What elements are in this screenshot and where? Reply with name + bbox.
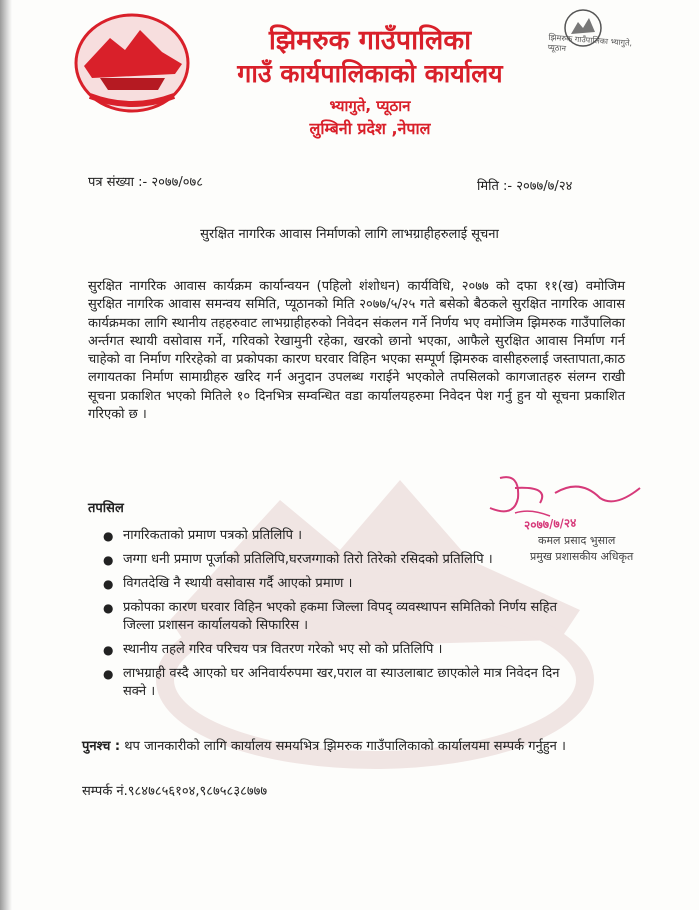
punascha-note [82, 738, 622, 756]
signatory-name: कमल प्रसाद भुसाल [538, 534, 616, 547]
list-item: ● नागरिकताको प्रमाण पत्रको प्रतिलिपि । [103, 527, 573, 545]
tapsil-heading: तपसिल [88, 501, 124, 516]
scan-edge [0, 0, 12, 910]
nepal-emblem-icon [70, 8, 195, 118]
punascha-text: थप जानकारीको लागि कार्यालय समयभित्र झिमरुक गाउँपालिकाको कार्यालयमा सम्पर्क गर्नुहुन । [124, 739, 566, 754]
notice-body: सुरक्षित नागरिक आवास कार्यक्रम कार्यान्वयन (पहिलो शंशोधन) कार्यविधि, २०७७ को दफा ११(ख) वमोजिम सुरक्षित नागरिक आवास समन्वय समिति, प्यूठानको मिति २०७७/५/२५ गते बसेको बैठकले सुरक्षित नागरिक आवास कार्यक्रमका लागि स्थानीय तहहरुवाट लाभग्राहीहरुको निवेदन संकलन गर्ने निर्णय भए वमोजिम झिमरुक गाउँपालिका अर्न्तगत स्थायी वसोवास गर्ने, गरिवको रेखामुनी रहेका, खरको छानो भएका, आफैले सुरक्षित आवास निर्माण गर्न चाहेको वा निर्माण गरिरहेको वा प्रकोपका कारण घरवार विहिन भएका सम्पूर्ण झिमरुक वासीहरुलाई जस्तापाता,काठ लगायतका निर्माण सामाग्रीहरु खरिद गर्न अनुदान उपलब्ध गराईने भएकोले तपसिलको कागजातहरु संलग्न राखी सूचना प्रकाशित भएको मितिले १० दिनभित्र सम्वन्धित वडा कार्यालयहरुमा निवेदन पेश गर्नु हुन यो सूचना प्रकाशित गरिएको छ । [88, 279, 625, 423]
office-location: भ्यागुते, प्यूठान [329, 97, 411, 115]
punascha-label: पुनश्च : [82, 739, 121, 754]
letter-date: मिति :- २०७७/७/२४ [477, 179, 573, 194]
office-name: गाउँ कार्यपालिकाको कार्यालय [237, 59, 503, 88]
list-item: ● लाभग्राही वस्दै आएको घर अनिवार्यरुपमा खर,पराल वा स्याउलाबाट छाएकोले मात्र निवेदन दिन सक्ने । [103, 665, 573, 701]
signatory-title: प्रमुख प्रशासकीय अधिकृत [530, 550, 634, 563]
list-item: ● विगतदेखि नै स्थायी वसोवास गर्दै आएको प्रमाण । [103, 575, 573, 593]
list-item: ● प्रकोपका कारण घरवार विहिन भएको हकमा जिल्ला विपद् व्यवस्थापन समितिको निर्णय सहित जिल्ला प्रशासन कार्यालयको सिफारिस । [103, 599, 573, 635]
document-list [103, 527, 573, 707]
notice-subject: सुरक्षित नागरिक आवास निर्माणको लागि लाभग्राहीहरुलाई सूचना [200, 227, 499, 242]
province-country: लुम्बिनी प्रदेश ,नेपाल [309, 119, 431, 138]
signature-date: २०७७/७/२४ [523, 515, 577, 533]
list-item: ● जग्गा धनी प्रमाण पूर्जाको प्रतिलिपि,घरजग्गाको तिरो तिरेको रसिदको प्रतिलिपि । [103, 551, 573, 569]
list-item: ● स्थानीय तहले गरिव परिचय पत्र वितरण गरेको भए सो को प्रतिलिपि । [103, 641, 573, 659]
contact-number: सम्पर्क नं.९८४७८५६१०४,९८७५८३८७७७ [82, 784, 268, 799]
municipality-name: झिमरुक गाउँपालिका [268, 25, 472, 56]
reference-number: पत्र संख्या :- २०७७/०७८ [88, 175, 204, 190]
seal-text: झिमरुक गाउँपालिका भ्यागुते, प्यूठान [547, 32, 633, 54]
